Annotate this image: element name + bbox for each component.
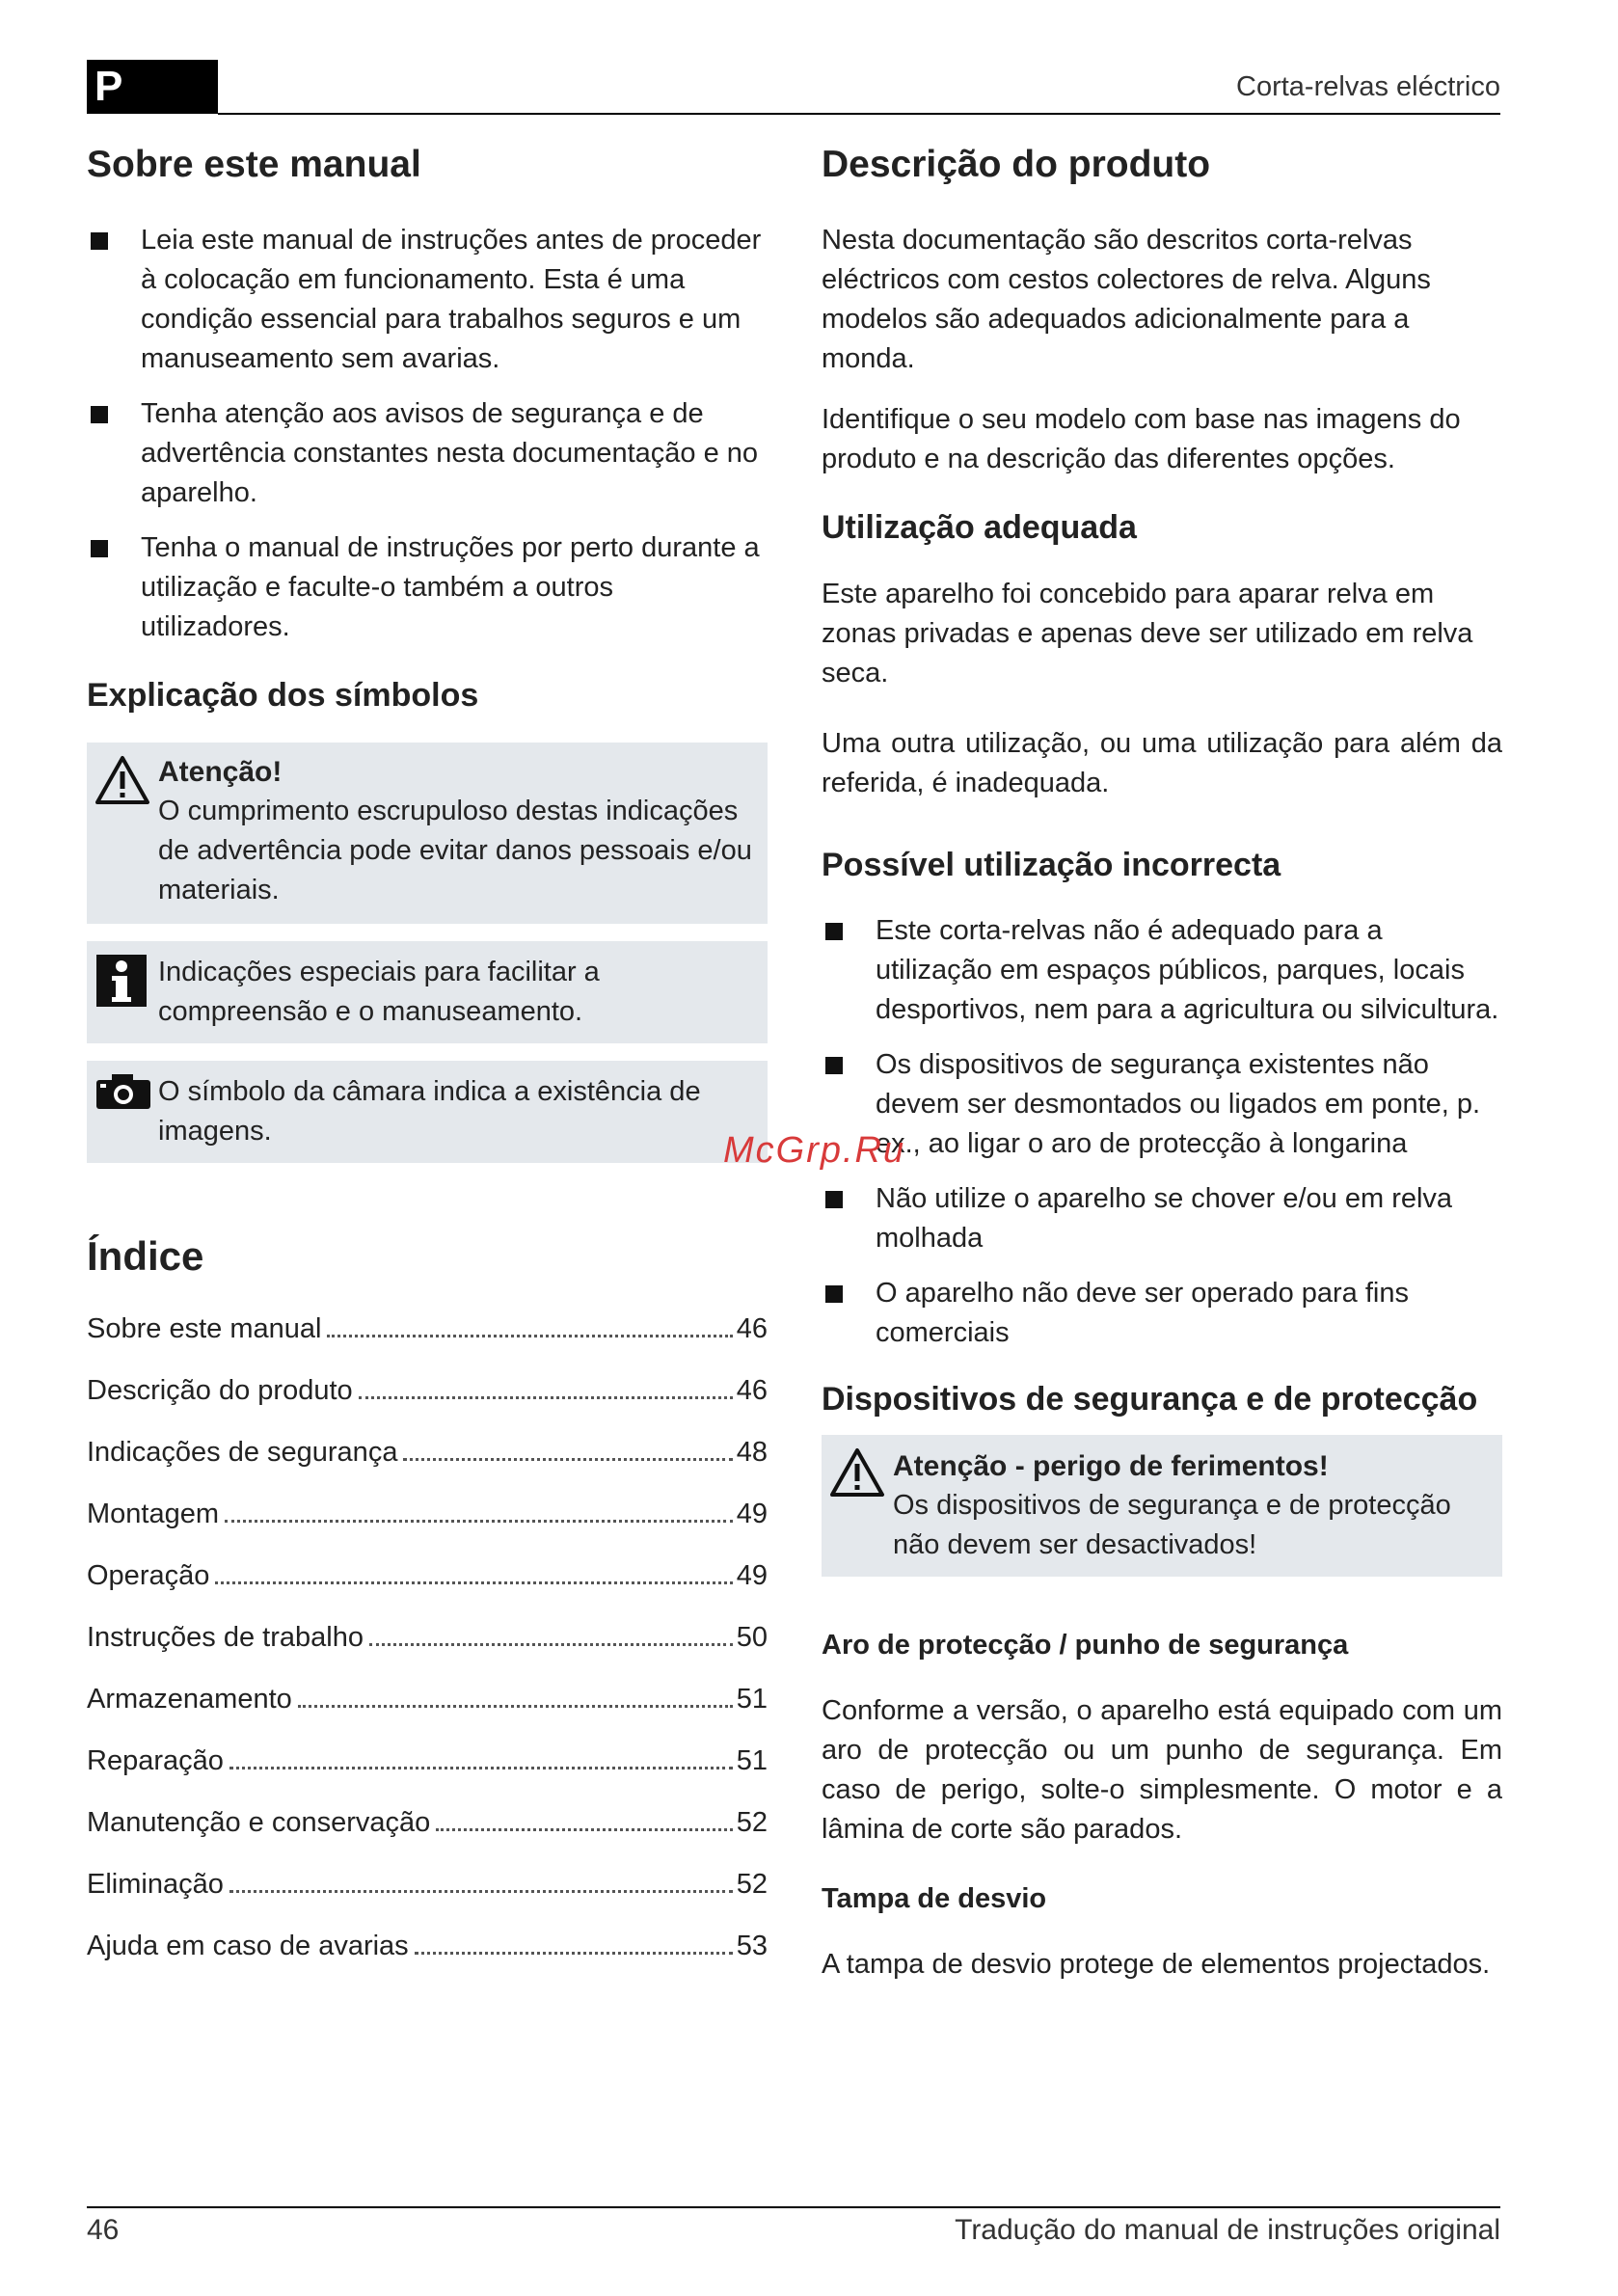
list-item: Não utilize o aparelho se chover e/ou em relva molhada (822, 1179, 1502, 1258)
safety-warning-note (822, 1435, 1502, 1577)
flap-text: A tampa de desvio protege de elementos projectados. (822, 1948, 1491, 1980)
index-list (87, 1310, 768, 1966)
list-item: Este corta-relvas não é adequado para a utilização em espaços públicos, parques, locais desportivos, nem para a agricultura ou silvicultura. (822, 911, 1502, 1030)
toc-entry[interactable]: Montagem 49 (87, 1499, 768, 1530)
list-item: Tenha atenção aos avisos de segurança e de advertência constantes nesta documentação e no aparelho. (87, 394, 768, 513)
guard-heading: Aro de protecção / punho de segurança (822, 1630, 1349, 1661)
about-heading: Sobre este manual (87, 144, 421, 185)
intended-use-text: Este aparelho foi concebido para aparar relva em zonas privadas e apenas deve ser utilizado em relva seca. (822, 578, 1473, 689)
toc-entry[interactable]: Operação 49 (87, 1560, 768, 1592)
header-title: Corta-relvas eléctrico (1236, 71, 1500, 102)
toc-entry[interactable]: Instruções de trabalho 50 (87, 1622, 768, 1654)
header-rule (218, 113, 1500, 115)
watermark: McGrp.Ru (723, 1130, 906, 1171)
symbols-heading: Explicação dos símbolos (87, 676, 479, 714)
bullet-square-icon (825, 1285, 843, 1303)
footer-text: Tradução do manual de instruções original (955, 2214, 1500, 2246)
index-heading: Índice (87, 1233, 204, 1279)
warning-triangle-icon (829, 1446, 885, 1503)
list-item: Os dispositivos de segurança existentes não devem ser desmontados ou ligados em ponte, p. ex., ao ligar o aro de protecção à longarina (822, 1045, 1502, 1164)
product-text: Nesta documentação são descritos corta-relvas eléctricos com cestos colectores de relva. Alguns modelos são adequados adicionalmente para a monda. (822, 224, 1431, 374)
about-bullets (87, 221, 768, 647)
safety-warning-body: Os dispositivos de segurança e de protecção não devem ser desactivados! (893, 1490, 1451, 1561)
camera-icon (94, 1072, 152, 1116)
info-icon (94, 953, 148, 1013)
index-section (87, 1232, 768, 1988)
safety-warning-title: Atenção - perigo de ferimentos! (893, 1450, 1329, 1483)
misuse-heading: Possível utilização incorrecta (822, 846, 1281, 883)
intended-use-heading: Utilização adequada (822, 508, 1137, 546)
warning-note (87, 743, 768, 924)
toc-entry[interactable]: Ajuda em caso de avarias 53 (87, 1931, 768, 1962)
bullet-square-icon (91, 232, 108, 250)
product-text: Identifique o seu modelo com base nas imagens do produto e na descrição das diferentes opções. (822, 403, 1461, 474)
info-body: Indicações especiais para facilitar a compreensão e o manuseamento. (158, 956, 600, 1027)
list-item: O aparelho não deve ser operado para fins comerciais (822, 1274, 1502, 1353)
guard-text: Conforme a versão, o aparelho está equipado com um aro de protecção ou um punho de segurança. Em caso de perigo, solte-o simplesmente. O motor e a lâmina de corte são parados. (822, 1694, 1502, 1845)
toc-entry[interactable]: Sobre este manual 46 (87, 1313, 768, 1345)
toc-entry[interactable]: Manutenção e conservação 52 (87, 1807, 768, 1839)
misuse-bullets (822, 911, 1502, 1353)
bullet-square-icon (91, 540, 108, 557)
flap-heading: Tampa de desvio (822, 1882, 1047, 1914)
warning-body: O cumprimento escrupuloso destas indicações de advertência pode evitar danos pessoais e/ou materiais. (158, 795, 752, 905)
camera-note (87, 1061, 768, 1163)
toc-entry[interactable]: Indicações de segurança 48 (87, 1437, 768, 1469)
page-number: 46 (87, 2214, 120, 2246)
list-item: Leia este manual de instruções antes de proceder à colocação em funcionamento. Esta é uma condição essencial para trabalhos seguros e um manuseamento sem avarias. (87, 221, 768, 379)
bullet-square-icon (825, 923, 843, 940)
safety-heading: Dispositivos de segurança e de protecção (822, 1381, 1478, 1418)
bullet-square-icon (825, 1057, 843, 1074)
intended-use-text: Uma outra utilização, ou uma utilização para além da referida, é inadequada. (822, 727, 1502, 798)
warning-triangle-icon (94, 754, 150, 811)
toc-entry[interactable]: Descrição do produto 46 (87, 1375, 768, 1407)
toc-entry[interactable]: Armazenamento 51 (87, 1684, 768, 1715)
language-tab: P (87, 60, 218, 114)
list-item: Tenha o manual de instruções por perto durante a utilização e faculte-o também a outros utilizadores. (87, 528, 768, 647)
right-column (822, 143, 1502, 2006)
toc-entry[interactable]: Reparação 51 (87, 1745, 768, 1777)
left-column (87, 143, 768, 1180)
warning-title: Atenção! (158, 755, 283, 788)
toc-entry[interactable]: Eliminação 52 (87, 1869, 768, 1901)
bullet-square-icon (825, 1191, 843, 1208)
info-note (87, 941, 768, 1043)
camera-body: O símbolo da câmara indica a existência de imagens. (158, 1075, 701, 1147)
product-heading: Descrição do produto (822, 144, 1211, 185)
bullet-square-icon (91, 406, 108, 423)
footer-rule (87, 2206, 1500, 2208)
